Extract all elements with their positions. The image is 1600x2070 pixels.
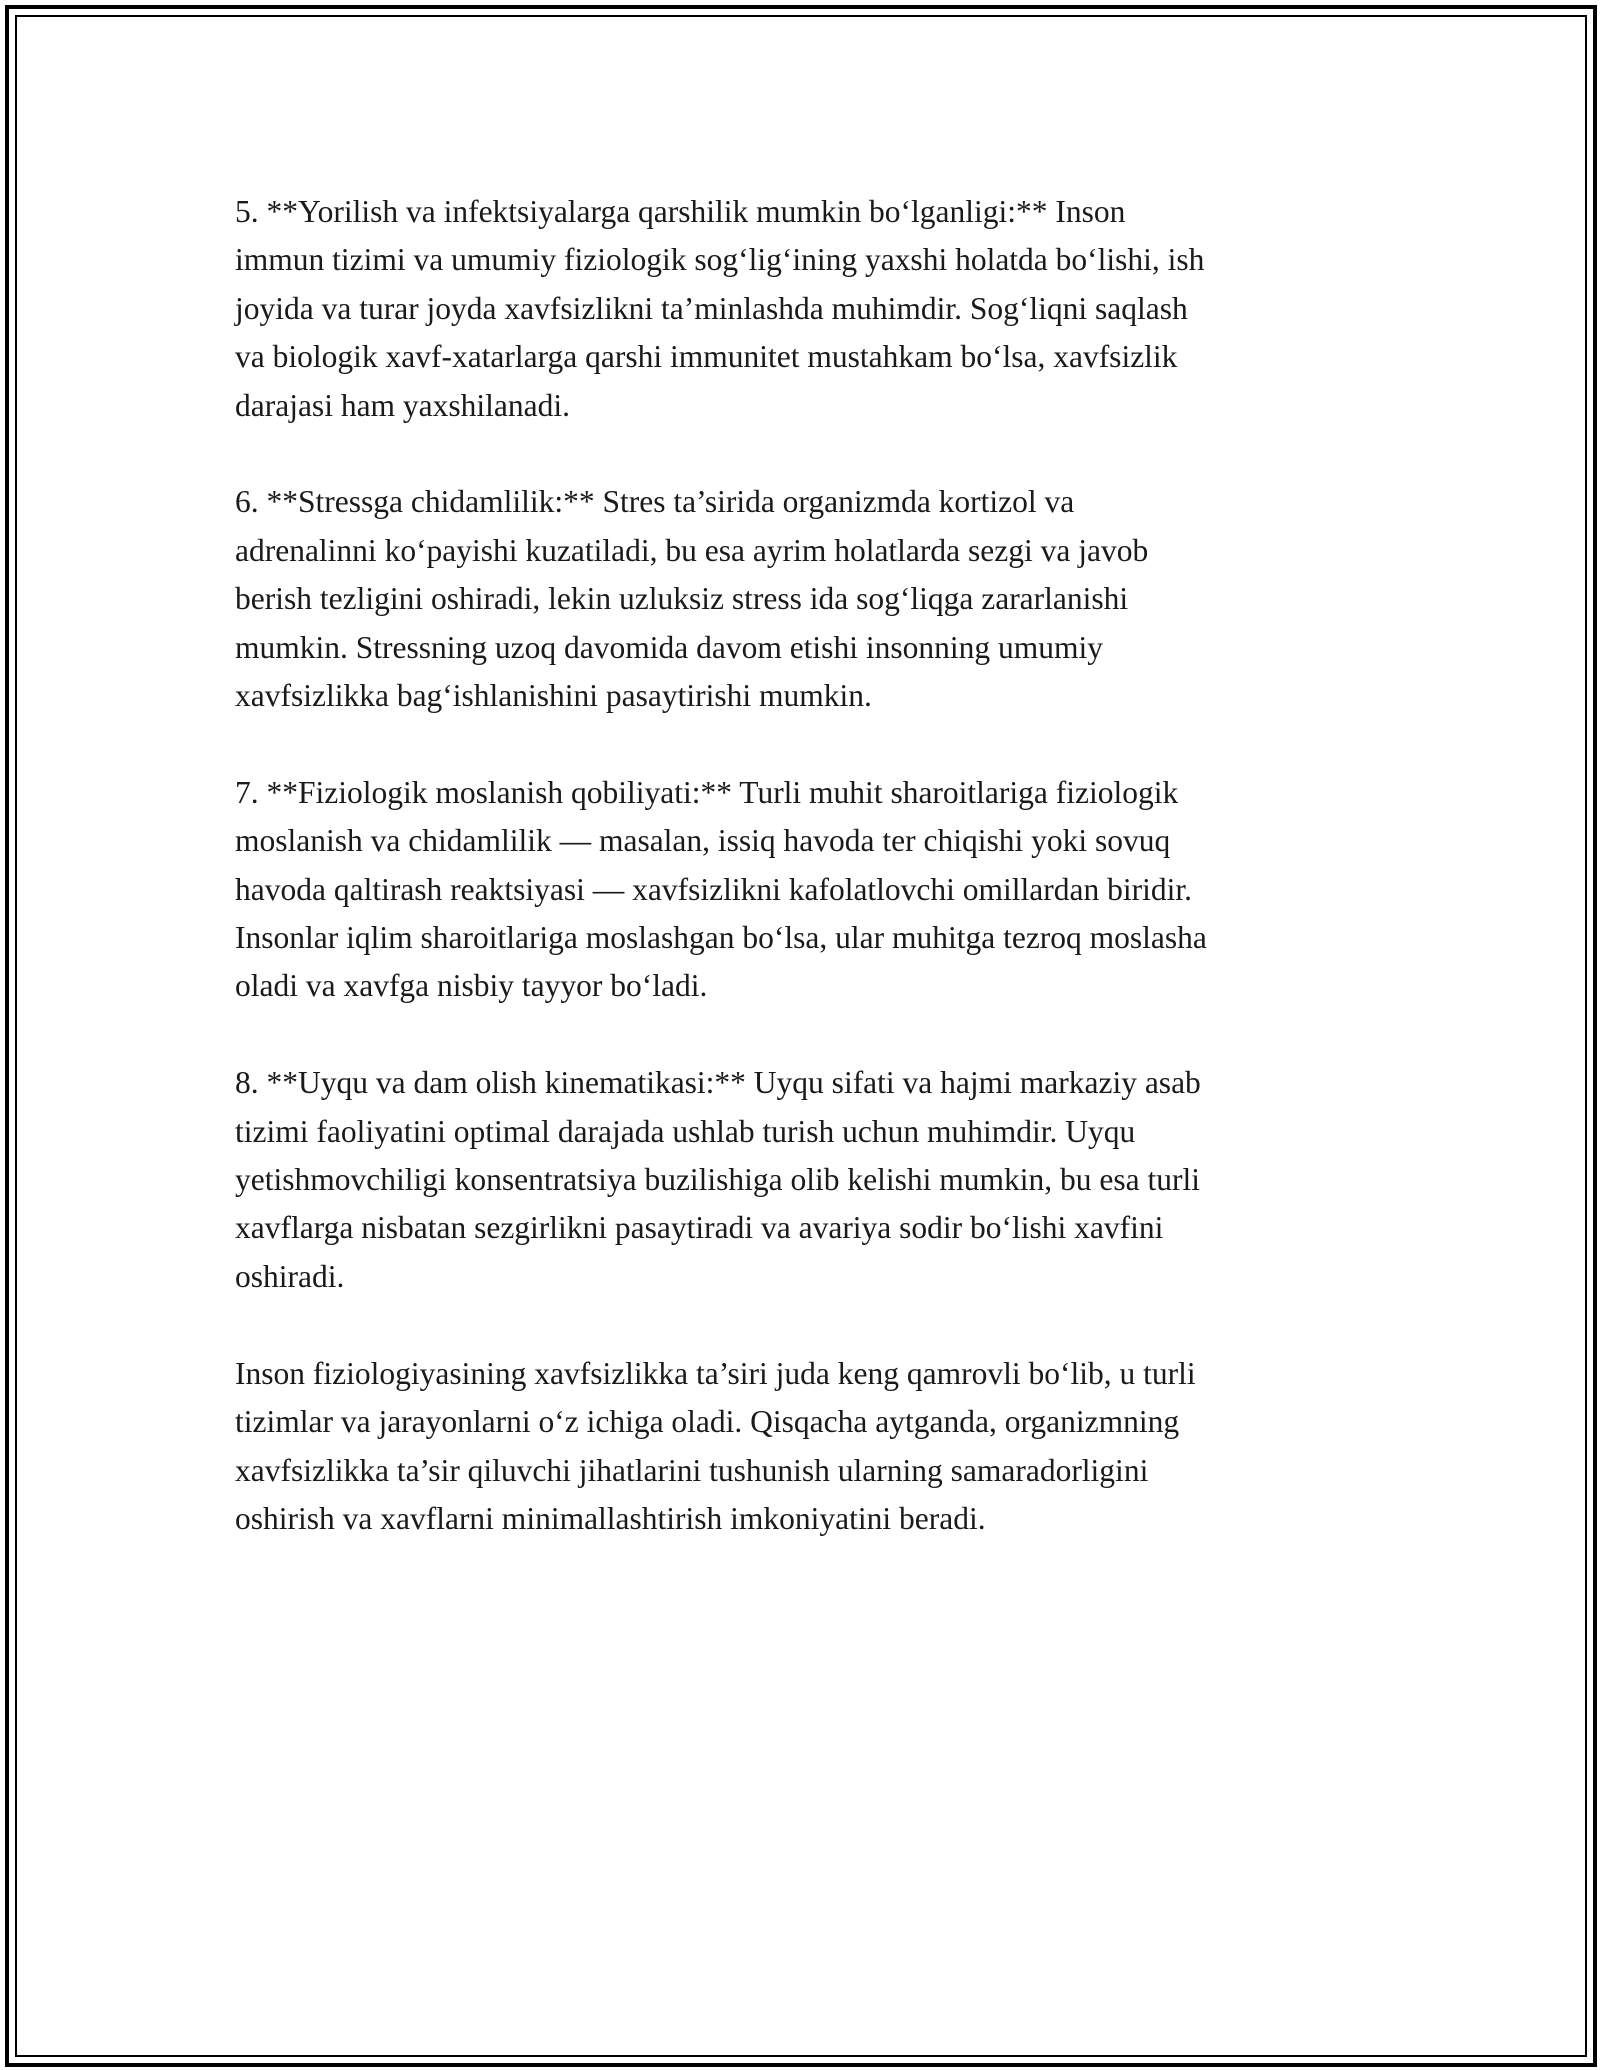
text-line: 5. **Yorilish va infektsiyalarga qarshilik mumkin bo‘lganligi:** Inson [235,194,1126,229]
text-line: 6. **Stressga chidamlilik:** Stres ta’sirida organizmda kortizol va [235,484,1075,520]
text-line: darajasi ham yaxshilanadi. [235,387,571,423]
text-line: berish tezligini oshiradi, lekin uzluksiz stress ida sog‘liqga zararlanishi [235,581,1129,617]
text-line: xavfsizlikka bag‘ishlanishini pasaytirishi mumkin. [235,678,872,714]
text-line: Insonlar iqlim sharoitlariga moslashgan bo‘lsa, ular muhitga tezroq moslasha [235,920,1207,956]
text-line: havoda qaltirash reaktsiyasi — xavfsizlikni kafolatlovchi omillardan biridir. [235,871,1192,907]
text-line: oladi va xavfga nisbiy tayyor bo‘ladi. [235,968,708,1004]
text-line: oshirish va xavflarni minimallashtirish imkoniyatini beradi. [235,1500,986,1536]
paragraph-item-6 [235,478,1380,720]
text-line: joyida va turar joyda xavfsizlikni ta’minlashda muhimdir. Sog‘liqni saqlash [235,290,1188,326]
text-line: mumkin. Stressning uzoq davomida davom etishi insonning umumiy [235,629,1103,665]
text-line: Inson fiziologiyasining xavfsizlikka ta’siri juda keng qamrovli bo‘lib, u turli [235,1355,1196,1391]
text-line: xavfsizlikka ta’sir qiluvchi jihatlarini tushunish ularning samaradorligini [235,1452,1149,1488]
text-line: 7. **Fiziologik moslanish qobiliyati:** Turli muhit sharoitlariga fiziologik [235,774,1179,810]
text-line: va biologik xavf-xatarlarga qarshi immunitet mustahkam bo‘lsa, xavfsizlik [235,339,1178,375]
paragraph-item-5 [235,188,1380,430]
text-line: 8. **Uyqu va dam olish kinematikasi:** Uyqu sifati va hajmi markaziy asab [235,1065,1201,1101]
text-line: moslanish va chidamlilik — masalan, issiq havoda ter chiqishi yoki sovuq [235,823,1171,859]
text-line: tizimi faoliyatini optimal darajada ushlab turish uchun muhimdir. Uyqu [235,1113,1136,1149]
document-body [235,188,1380,1592]
paragraph-item-8 [235,1059,1380,1301]
paragraph-item-7 [235,769,1380,1011]
text-line: tizimlar va jarayonlarni o‘z ichiga oladi. Qisqacha aytganda, organizmning [235,1404,1180,1440]
text-line: oshiradi. [235,1258,345,1294]
text-line: xavflarga nisbatan sezgirlikni pasaytiradi va avariya sodir bo‘lishi xavfini [235,1210,1164,1246]
text-line: immun tizimi va umumiy fiziologik sog‘lig‘ining yaxshi holatda bo‘lishi, ish [235,242,1205,278]
paragraph-conclusion [235,1350,1380,1544]
text-line: yetishmovchiligi konsentratsiya buzilishiga olib kelishi mumkin, bu esa turli [235,1162,1201,1198]
text-line: adrenalinni ko‘payishi kuzatiladi, bu esa ayrim holatlarda sezgi va javob [235,532,1149,568]
